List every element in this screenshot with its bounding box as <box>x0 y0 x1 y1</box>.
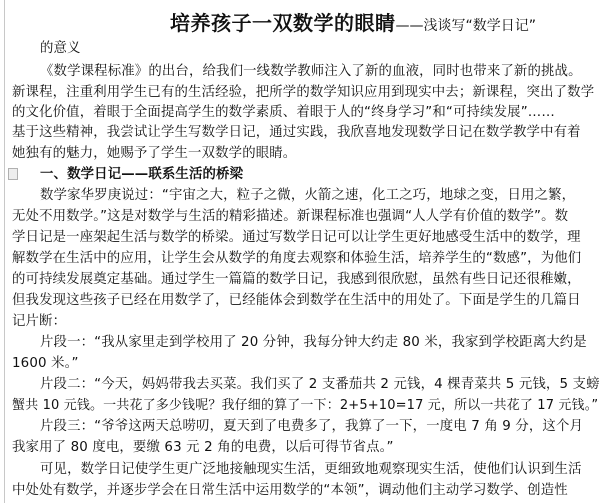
excerpt-line: 1600 米。” <box>12 356 79 371</box>
title-subtitle: ——浅谈写“数学日记” <box>395 18 537 34</box>
title-main: 培养孩子一双数学的眼睛 <box>170 11 396 35</box>
text-line: 的文化价值，着眼于全面提高学生的数学素质、着眼于人的“终身学习”和“可持续发展”…… <box>12 105 555 120</box>
excerpt-line: 片段二：“今天，妈妈带我去买菜。我们买了 2 支番茄共 2 元钱，4 棵青菜共 5 元钱，5 支螃 <box>40 377 600 392</box>
text-line: 解数学在生活中的应用，让学生会从数学的角度去观察和体验生活，培养学生的“数感”，为他们 <box>12 251 582 266</box>
text-line: 新课程，注重利用学生已有的生活经验，把所学的数学知识应用到现实中去；新课程，突出了数学 <box>12 85 595 100</box>
text-line: 《数学课程标准》的出台，给我们一线数学教师注入了新的血液，同时也带来了新的挑战。 <box>40 64 582 79</box>
text-line: 可见，数学日记使学生更广泛地接触现实生活，更细致地观察现实生活，使他们认识到生活 <box>40 462 582 477</box>
excerpt-line: 片段三：“爷爷这两天总唠叨，夏天到了电费多了，我算了一下，一度电 7 角 9 分，这个月 <box>40 419 584 434</box>
text-line: 中处处有数学，并逐步学会在日常生活中运用数学的“本领”，调动他们主动学习数学、创造性 <box>12 483 568 498</box>
excerpt-line: 我家用了 80 度电，要缴 63 元 2 角的电费，以后可得节省点。” <box>12 440 394 455</box>
text-line: 数学家华罗庚说过：“宇宙之大，粒子之微，火箭之速，化工之巧，地球之变，日用之繁， <box>40 188 576 203</box>
text-line: 无处不用数学。”这是对数学与生活的精彩描述。新课程标准也强调“人人学有价值的数学”。数 <box>12 209 569 224</box>
left-margin-rule <box>4 0 5 503</box>
text-line: 基于这些精神，我尝试让学生写数学日记，通过实践，我欣喜地发现数学日记在数学教学中有着 <box>12 125 581 140</box>
section-heading: 一、数学日记——联系生活的桥梁 <box>40 167 244 182</box>
text-line: 她独有的魅力，她赐予了学生一双数学的眼睛。 <box>12 146 297 161</box>
text-line: 记片断： <box>12 314 67 329</box>
text-line: 的意义 <box>40 41 81 56</box>
text-line: 学日记是一座架起生活与数学的桥梁。通过写数学日记可以让学生更好地感受生活中的数学，理 <box>12 230 581 245</box>
text-line: 的可持续发展奠定基础。通过学生一篇篇的数学日记，我感到很欣慰，虽然有些日记还很稚嫩， <box>12 272 581 287</box>
paragraph-anchor-icon <box>8 168 18 180</box>
article-title <box>170 7 600 33</box>
excerpt-line: 蟹共 10 元钱。一共花了多少钱呢？我仔细的算了一下：2+5+10=17 元，所以一共花了 17 元钱。” <box>12 398 599 413</box>
text-line: 但我发现这些孩子已经在用数学了，已经能体会到数学在生活中的用处了。下面是学生的几篇日 <box>12 293 581 308</box>
excerpt-line: 片段一：“我从家里走到学校用了 20 分钟，我每分钟大约走 80 米，我家到学校距离大约是 <box>40 335 587 350</box>
